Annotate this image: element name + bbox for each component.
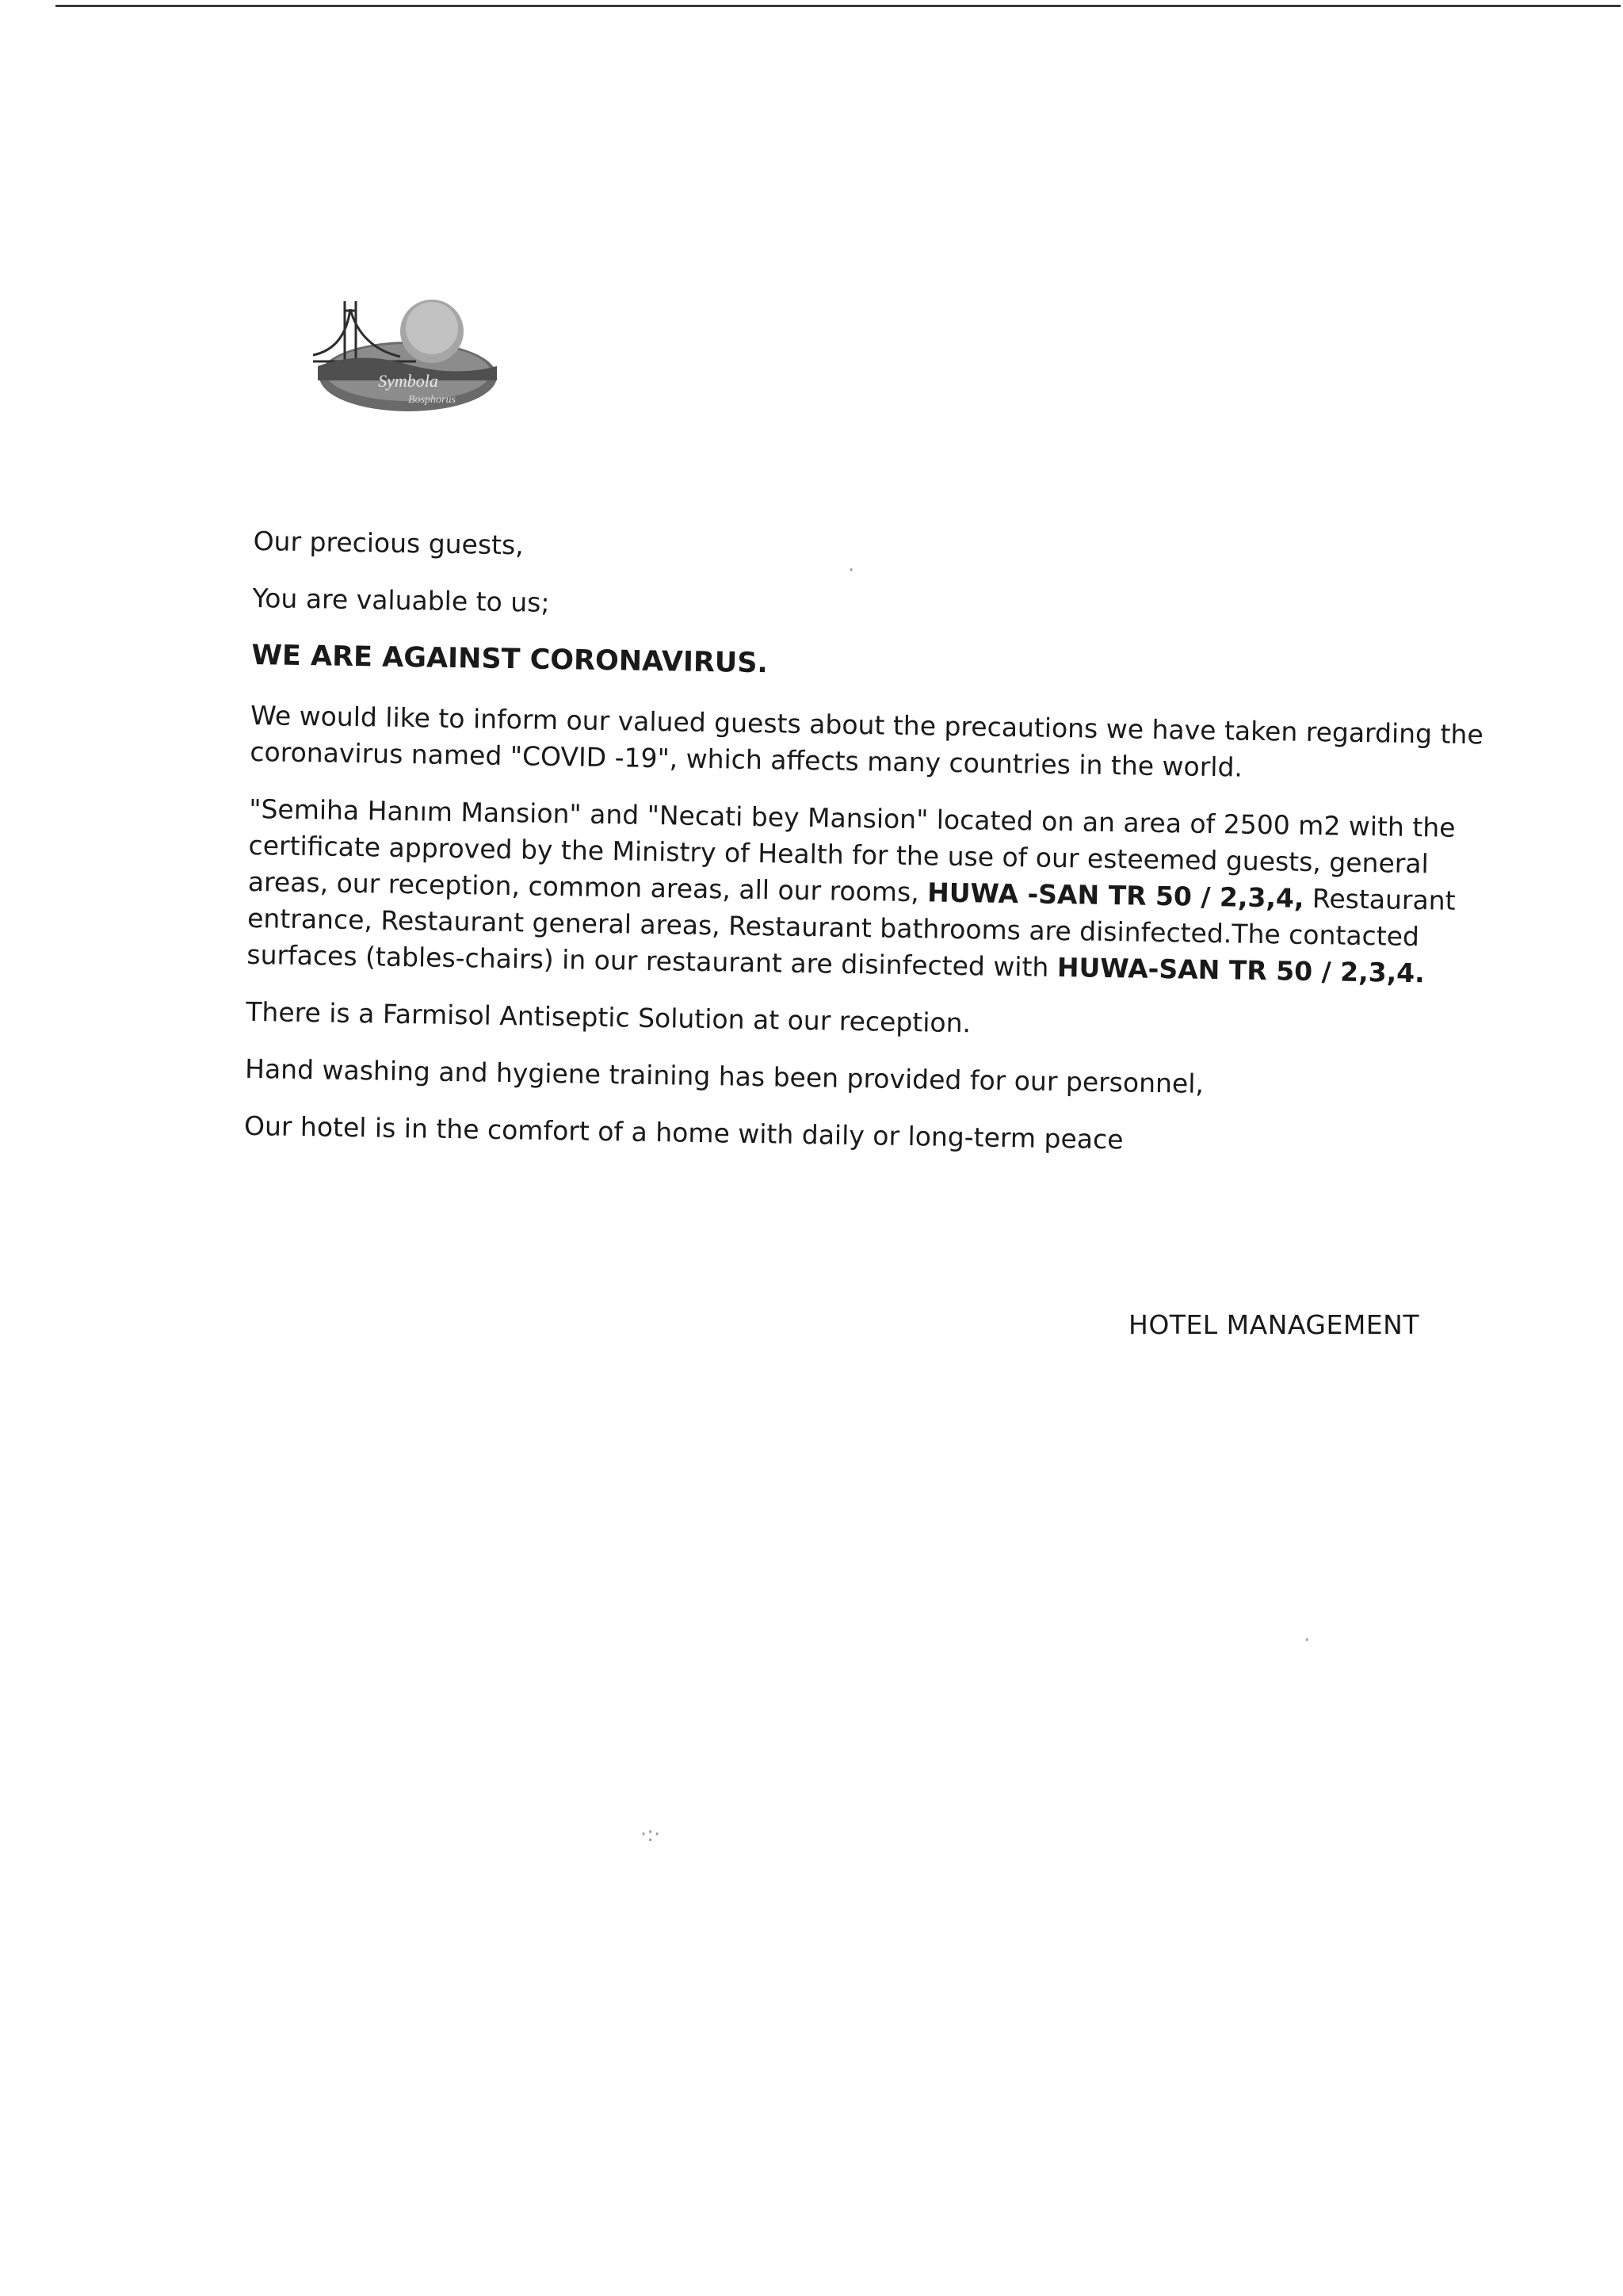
scan-speck-mark: · [1304,1629,1311,1652]
hygiene-line: Hand washing and hygiene training has been provided for our personnel, [244,1052,1205,1099]
logo-subname-text: Bosphorus [408,394,456,406]
disinfection-paragraph [246,791,1517,993]
logo-name-text: Symbola [378,371,438,391]
inform-paragraph: We would like to inform our valued guests about the precautions we have taken regarding the coronavirus named "COVID -19", which affects many countries in the world. [250,699,1484,783]
signature: HOTEL MANAGEMENT [1128,1309,1419,1340]
disinfectant-product-name: HUWA -SAN TR 50 / 2,3,4, [926,877,1304,914]
disinfection-text-part2: Restaurant entrance, Restaurant general areas, Restaurant bathrooms are disinfected.The contacted surfaces (tables-chairs) in our restaurant are disinfected with [246,882,1456,983]
salutation: Our precious guests, [253,525,525,561]
disinfection-text-part1: "Semiha Hanım Mansion" and "Necati bey Mansion" located on an area of 2500 m2 with the certificate approved by the Ministry of Health for the use of our esteemed guests, general areas, our reception, common areas, all our rooms, [247,793,1456,908]
hotel-logo [313,293,503,420]
valuable-line: You are valuable to us; [252,582,550,618]
antiseptic-line: There is a Farmisol Antiseptic Solution at our reception. [246,995,972,1039]
letter-body [243,523,1522,1185]
scan-top-edge-line [55,5,1621,7]
disinfectant-product-name-2: HUWA-SAN TR 50 / 2,3,4. [1056,951,1425,989]
scan-speck-mark: ·:· [640,1823,661,1847]
letter-heading: WE ARE AGAINST CORONAVIRUS. [251,639,769,680]
scan-speck-mark: · [848,559,855,583]
comfort-line: Our hotel is in the comfort of a home with daily or long-term peace [243,1110,1124,1156]
